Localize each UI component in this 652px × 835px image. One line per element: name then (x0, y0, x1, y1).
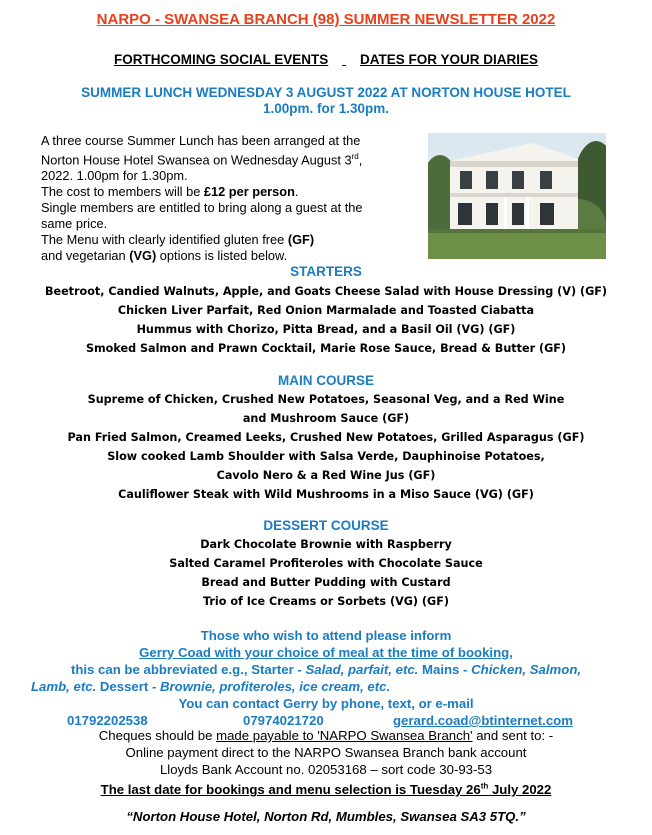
menu-item: Hummus with Chorizo, Pitta Bread, and a Basil Oil (VG) (GF) (136, 323, 516, 336)
menu-item: Trio of Ice Creams or Sorbets (VG) (GF) (202, 595, 449, 608)
social-events-heading: FORTHCOMING SOCIAL EVENTS (113, 52, 329, 67)
payment-line: Online payment direct to the NARPO Swansea Branch bank account (125, 745, 527, 760)
hotel-address: “Norton House Hotel, Norton Rd, Mumbles, Swansea SA3 5TQ.” (126, 809, 526, 824)
menu-item: Smoked Salmon and Prawn Cocktail, Marie Rose Sauce, Bread & Butter (GF) (85, 342, 567, 355)
payment-info (0, 727, 652, 798)
menu-item: Bread and Butter Pudding with Custard (201, 576, 451, 589)
menu-item: Dark Chocolate Brownie with Raspberry (200, 538, 452, 551)
hotel-photo (428, 133, 606, 259)
booking-info (0, 627, 652, 712)
menu-item: Cavolo Nero & a Red Wine Jus (GF) (216, 469, 436, 482)
intro-line: The cost to members will be £12 per person. (41, 184, 299, 200)
booking-line: Lamb, etc. Dessert - Brownie, profiteroles, ice cream, etc. (31, 679, 391, 694)
phone-1[interactable]: 01792202538 (67, 713, 148, 728)
dessert-list (0, 535, 652, 611)
intro-line: 2022. 1.00pm for 1.30pm. (41, 168, 188, 184)
menu-item: Chicken Liver Parfait, Red Onion Marmalade and Toasted Ciabatta (117, 304, 535, 317)
starters-list (0, 282, 652, 358)
newsletter-title: NARPO - SWANSEA BRANCH (98) SUMMER NEWSLETTER 2022 (96, 11, 556, 28)
dessert-heading: DESSERT COURSE (263, 518, 389, 533)
payment-line: Cheques should be made payable to 'NARPO Swansea Branch' and sent to: - (98, 728, 554, 743)
menu-item: Supreme of Chicken, Crushed New Potatoes, Seasonal Veg, and a Red Wine (87, 393, 565, 406)
menu-item: Pan Fried Salmon, Creamed Leeks, Crushed New Potatoes, Grilled Asparagus (GF) (67, 431, 585, 444)
payment-line: Lloyds Bank Account no. 02053168 – sort code 30-93-53 (159, 762, 493, 777)
intro-line: A three course Summer Lunch has been arranged at the (41, 133, 361, 148)
intro-line: Single members are entitled to bring along a guest at the (41, 200, 363, 216)
dates-heading: DATES FOR YOUR DIARIES (360, 52, 539, 67)
intro-line: The Menu with clearly identified gluten free (GF) (41, 232, 315, 248)
menu-item: Beetroot, Candied Walnuts, Apple, and Goats Cheese Salad with House Dressing (V) (GF) (44, 285, 608, 298)
intro-line: and vegetarian (VG) options is listed below. (41, 248, 288, 264)
intro-line: same price. (41, 216, 108, 232)
lunch-time: 1.00pm. for 1.30pm. (262, 101, 390, 116)
intro-paragraph (41, 133, 416, 264)
booking-line: You can contact Gerry by phone, text, or e-mail (178, 696, 474, 711)
booking-line: Those who wish to attend please inform (200, 628, 452, 643)
booking-line: this can be abbreviated e.g., Starter - Salad, parfait, etc. Mains - Chicken, Salmon, (70, 662, 582, 677)
email-link[interactable]: gerard.coad@btinternet.com (393, 713, 573, 728)
price: £12 per person (203, 184, 295, 200)
lunch-heading: SUMMER LUNCH WEDNESDAY 3 AUGUST 2022 AT NORTON HOUSE HOTEL (81, 85, 571, 100)
menu-item: and Mushroom Sauce (GF) (242, 412, 410, 425)
intro-line: Norton House Hotel Swansea on Wednesday August 3rd, (41, 152, 363, 168)
starters-heading: STARTERS (290, 264, 362, 279)
deadline-line: The last date for bookings and menu selection is Tuesday 26th July 2022 (100, 782, 552, 798)
menu-item: Slow cooked Lamb Shoulder with Salsa Verde, Dauphinoise Potatoes, (107, 450, 545, 463)
section-headings (0, 52, 652, 67)
phone-2[interactable]: 07974021720 (243, 713, 324, 728)
main-course-heading: MAIN COURSE (277, 373, 374, 388)
main-course-list (0, 390, 652, 504)
menu-item: Cauliflower Steak with Wild Mushrooms in a Miso Sauce (VG) (GF) (118, 488, 534, 501)
menu-item: Salted Caramel Profiteroles with Chocolate Sauce (169, 557, 483, 570)
booking-line: Gerry Coad with your choice of meal at the time of booking, (139, 645, 513, 660)
